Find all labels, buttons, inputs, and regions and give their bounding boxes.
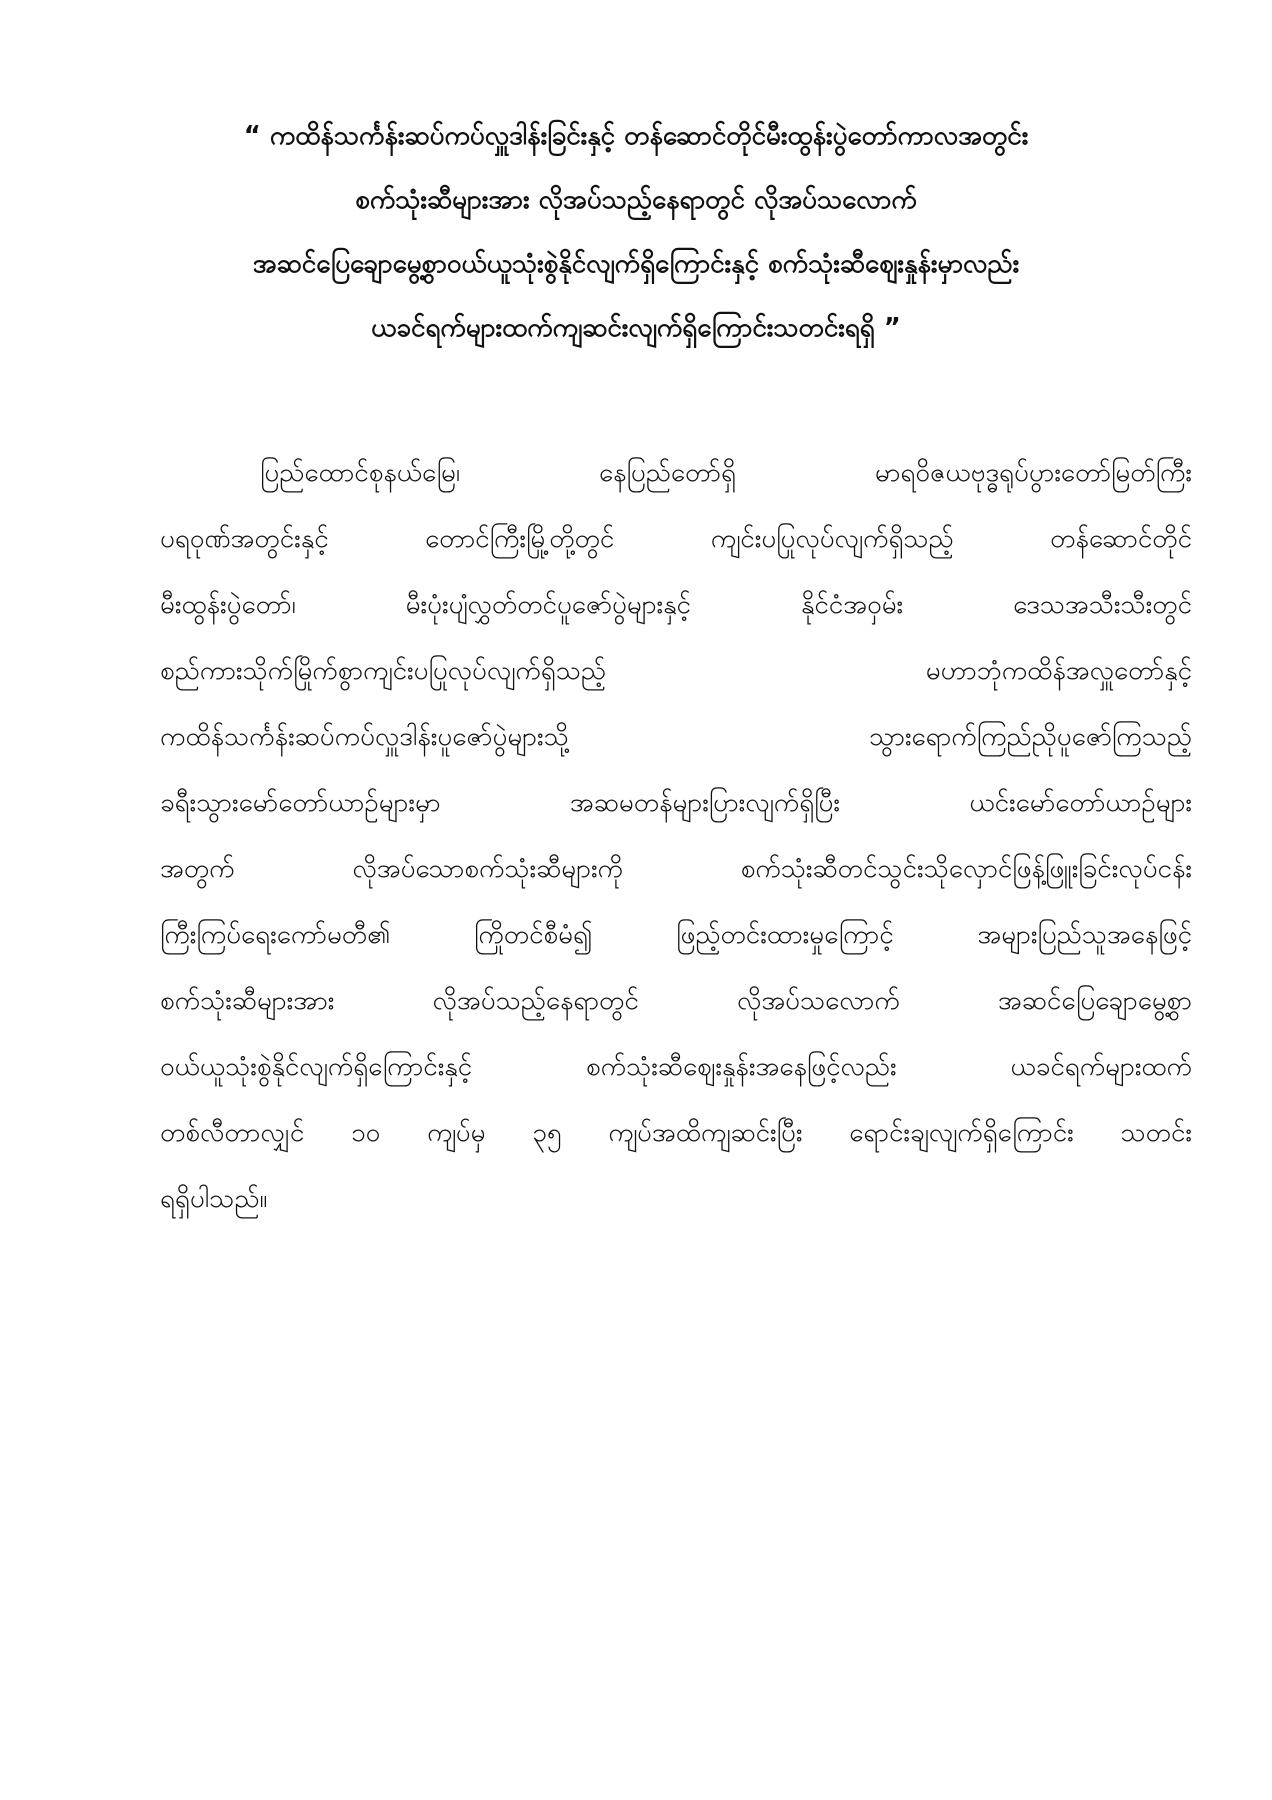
headline-line: စက်သုံးဆီများအား လိုအပ်သည့်နေရာတွင် လိုအပ်သလောက်	[355, 185, 917, 215]
headline-line: ယခင်ရက်များထက်ကျဆင်းလျက်ရှိကြောင်းသတင်းရရှိ ”	[371, 313, 901, 343]
body-line: အတွက် လိုအပ်သောစက်သုံးဆီများကို စက်သုံးဆီတင်သွင်းသိုလှောင်ဖြန့်ဖြူးခြင်းလုပ်ငန်း	[160, 854, 1192, 884]
headline	[120, 104, 1152, 360]
body-line: စည်ကားသိုက်မြိုက်စွာကျင်းပပြုလုပ်လျက်ရှိသည့် မဟာဘုံကထိန်အလှူတော်နှင့်	[160, 656, 1192, 686]
body-line: တစ်လီတာလျှင် ၁၀ ကျပ်မှ ၃၅ ကျပ်အထိကျဆင်းပြီး ရောင်းချလျက်ရှိကြောင်း သတင်း	[160, 1118, 1192, 1148]
body-line: ပရဝုဏ်အတွင်းနှင့် တောင်ကြီးမြို့တို့တွင် ကျင်းပပြုလုပ်လျက်ရှိသည့် တန်ဆောင်တိုင်	[160, 524, 1192, 554]
body-line: ခရီးသွားမော်တော်ယာဉ်များမှာ အဆမတန်များပြားလျက်ရှိပြီး ယင်းမော်တော်ယာဉ်များ	[160, 788, 1192, 818]
body-line: ကထိန်သင်္ကန်းဆပ်ကပ်လှူဒါန်းပူဇော်ပွဲများသို့ သွားရောက်ကြည်ညိုပူဇော်ကြသည့်	[160, 722, 1192, 752]
body-line: စက်သုံးဆီများအား လိုအပ်သည့်နေရာတွင် လိုအပ်သလောက် အဆင်ပြေချောမွေ့စွာ	[160, 986, 1192, 1016]
body-line: ကြီးကြပ်ရေးကော်မတီ၏ ကြိုတင်စီမံ၍ ဖြည့်တင်းထားမှုကြောင့် အများပြည်သူအနေဖြင့်	[160, 920, 1192, 950]
body-paragraph	[160, 440, 1192, 1232]
headline-line: အဆင်ပြေချောမွေ့စွာဝယ်ယူသုံးစွဲနိုင်လျက်ရှိကြောင်းနှင့် စက်သုံးဆီဈေးနှုန်းမှာလည်း	[252, 249, 1020, 279]
body-line: ပြည်ထောင်စုနယ်မြေ၊ နေပြည်တော်ရှိ မာရဝိဇယဗုဒ္ဓရုပ်ပွားတော်မြတ်ကြီး	[260, 458, 1192, 488]
body-line: ဝယ်ယူသုံးစွဲနိုင်လျက်ရှိကြောင်းနှင့် စက်သုံးဆီဈေးနှုန်းအနေဖြင့်လည်း ယခင်ရက်များထက်	[160, 1052, 1192, 1082]
body-line: ရရှိပါသည်။	[160, 1184, 268, 1214]
body-line: မီးထွန်းပွဲတော်၊ မီးပုံးပျံလွှတ်တင်ပူဇော်ပွဲများနှင့် နိုင်ငံအဝှမ်း ဒေသအသီးသီးတွင်	[160, 590, 1192, 620]
headline-line: “ ကထိန်သင်္ကန်းဆပ်ကပ်လှူဒါန်းခြင်းနှင့် တန်ဆောင်တိုင်မီးထွန်းပွဲတော်ကာလအတွင်း	[243, 121, 1029, 151]
